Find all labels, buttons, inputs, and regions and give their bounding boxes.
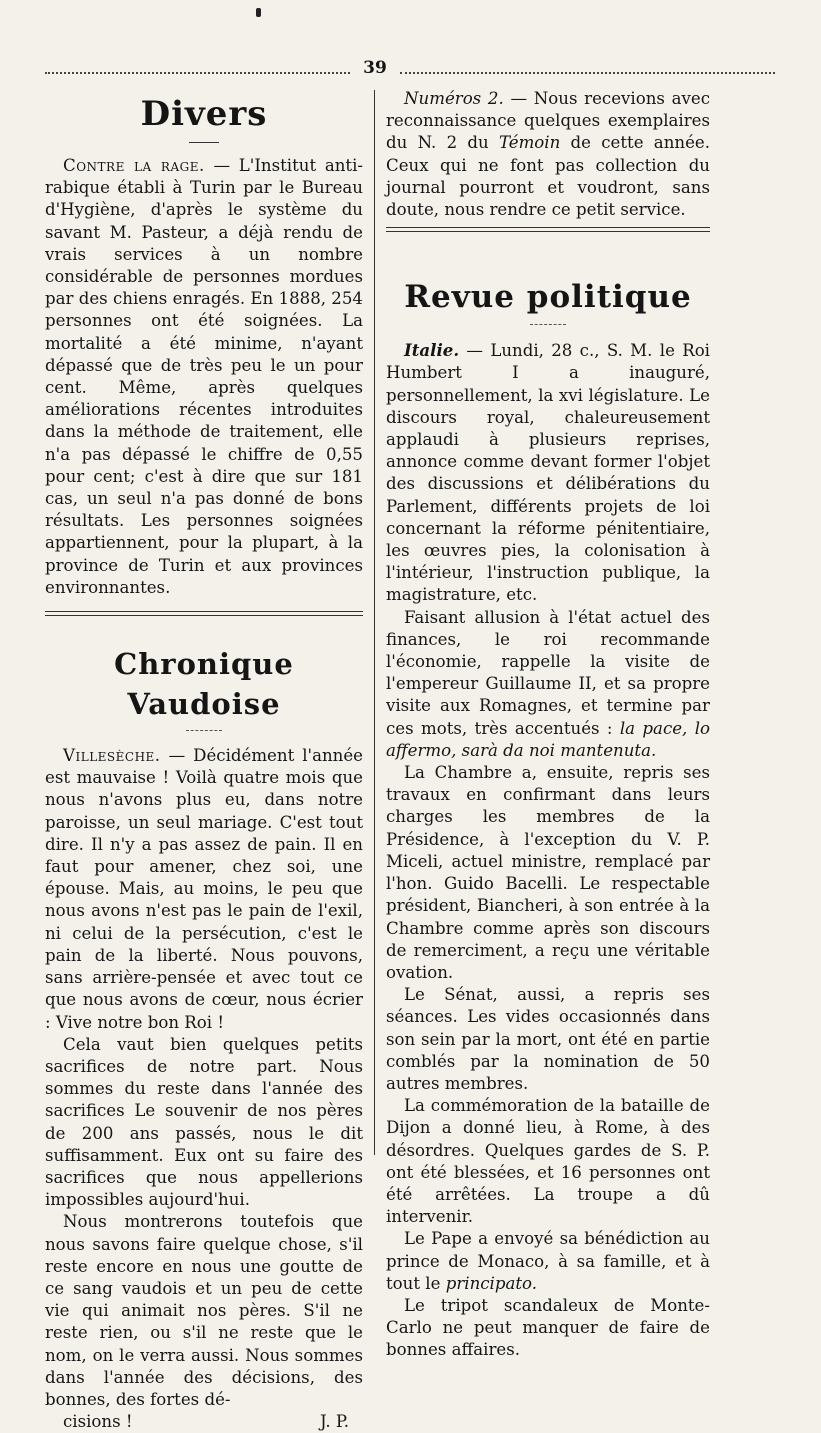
revue-heading: Revue politique xyxy=(404,279,692,316)
pape-text: Le Pape a envoyé sa bénédiction au prince de Monaco, à sa famille, et à tout le xyxy=(386,1229,710,1293)
numeros-text-before: — Nous recevions avec reconnaissance quelques exemplaires du N. 2 du xyxy=(386,89,711,153)
header-rule-right xyxy=(400,72,775,74)
divers-heading: Divers xyxy=(140,94,268,134)
numeros-label: Numéros 2. xyxy=(404,89,504,108)
section-separator-right xyxy=(386,227,710,232)
sacrifices-paragraph: Cela vaut bien quelques petits sacrifices de notre part. Nous sommes du reste dans l'année des sacrifices Le souvenir de nos pères de 200 ans passés, nous le dit suffisamment. Eux ont su faire des sacrifices que nous appellerions impossibles aujourd'hui. xyxy=(45,1034,363,1210)
rage-label: Contre la rage. xyxy=(63,156,205,175)
king-quote: la pace, lo affermo, sarà da noi mantenuta. xyxy=(386,718,710,760)
journal-title: Témoin xyxy=(498,133,561,153)
montrerons-paragraph: Nous montrerons toutefois que nous savons faire quelque chose, s'il reste encore en nous une goutte de ce sang vaudois et un peu de cette vie qui animait nos pères. S'il ne reste rien, ou s'il ne reste que le nom, on le verra aussi. Nous sommes dans l'année des décisions, des bonnes, des fortes dé- xyxy=(45,1212,363,1409)
section-separator-left xyxy=(45,611,363,616)
revue-heading-rule xyxy=(530,324,566,325)
right-column xyxy=(386,88,710,1362)
numeros-paragraph xyxy=(386,88,710,221)
italie-text: — Lundi, 28 c., S. M. le Roi Humbert I a inauguré, personnellement, la xvi législature. Le discours royal, chaleureusement applaudi à plusieurs reprises, annonce comme devant former l'objet des discussions et délibérations du Parlement, différents projets de loi concernant la réforme pénitentiaire, les œuvres pies, la colonisation à l'intérieur, l'instruction publique, la magistrature, etc. xyxy=(386,341,710,605)
left-column xyxy=(45,88,363,1433)
page-number: 39 xyxy=(363,58,387,78)
italie-paragraph xyxy=(386,339,710,606)
numeros-text-after: de cette année. Ceux qui ne font pas collection du journal pourront et voudront, sans doute, nous rendre ce petit service. xyxy=(386,133,710,220)
rage-text: — L'Institut anti-rabique établi à Turin par le Bureau d'Hygiène, d'après le système du savant M. Pasteur, a déjà rendu de vrais services à un nombre considérable de personnes mordues par des chiens enragés. En 1888, 254 personnes ont été soignées. La mortalité a été minime, n'ayant dépassé que de très peu le un pour cent. Même, après quelques améliorations récentes introduites dans la méthode de traitement, elle n'a pas dépassé le chiffre de 0,55 pour cent; c'est à dire que sur 181 cas, un seul n'a pas donné de bons résultats. Les personnes soignées appartiennent, pour la plupart, à la province de Turin et aux provinces environnantes. xyxy=(45,156,363,597)
principato-word: principato. xyxy=(445,1273,538,1293)
villeseche-label: Villesèche. xyxy=(63,746,161,766)
italie-label: Italie. xyxy=(404,340,460,361)
villeseche-paragraph xyxy=(45,745,363,1034)
chronique-heading-rule xyxy=(186,730,222,731)
ink-dot-mark xyxy=(256,8,261,17)
author-signature: J. P. xyxy=(320,1412,349,1432)
finances-text: Faisant allusion à l'état actuel des finances, le roi recommande l'économie, rappelle la visite de l'empereur Guillaume II, et sa propre visite aux Romagnes, et termine par ces mots, très accentués : xyxy=(386,607,710,738)
closing-word: cisions ! xyxy=(63,1412,133,1432)
column-divider xyxy=(374,90,375,1155)
rage-paragraph xyxy=(45,155,363,599)
villeseche-text: — Décidément l'année est mauvaise ! Voilà quatre mois que nous n'avons plus eu, dans notre paroisse, un seul mariage. C'est tout dire. Il n'y a pas assez de pain. Il en faut pour amener, chez soi, une épouse. Mais, au moins, le peu que nous avons n'est pas le pain de l'exil, ni celui de la persécution, c'est le pain de la liberté. Nous pouvons, sans arrière-pensée et avec tout ce que nous avons de cœur, nous écrier : Vive notre bon Roi ! xyxy=(45,746,363,1032)
divers-heading-rule xyxy=(189,142,219,143)
page-header xyxy=(45,58,775,82)
finances-paragraph xyxy=(386,607,710,762)
chronique-heading: Chronique Vaudoise xyxy=(114,647,294,722)
senat-paragraph: Le Sénat, aussi, a repris ses séances. Les vides occasionnés dans son sein par la mort, ont été en partie comblés par la nomination de 50 autres membres. xyxy=(386,985,710,1093)
pape-paragraph xyxy=(386,1228,710,1295)
dijon-paragraph: La commémoration de la bataille de Dijon a donné lieu, à Rome, à des désordres. Quelques gardes de S. P. ont été blessées, et 16 personnes ont été arrêtées. La troupe a dû intervenir. xyxy=(386,1096,710,1227)
chambre-paragraph: La Chambre a, ensuite, repris ses travaux en confirmant dans leurs charges les membres de la Présidence, à l'exception du V. P. Miceli, actuel ministre, remplacé par l'hon. Guido Bacelli. Le respectable président, Biancheri, à son entrée à la Chambre comme après son discours de remerciment, a reçu une véritable ovation. xyxy=(386,763,710,982)
header-rule-left xyxy=(45,72,350,74)
closing-line xyxy=(45,1411,363,1433)
monte-carlo-paragraph: Le tripot scandaleux de Monte-Carlo ne peut manquer de faire de bonnes affaires. xyxy=(386,1295,710,1360)
